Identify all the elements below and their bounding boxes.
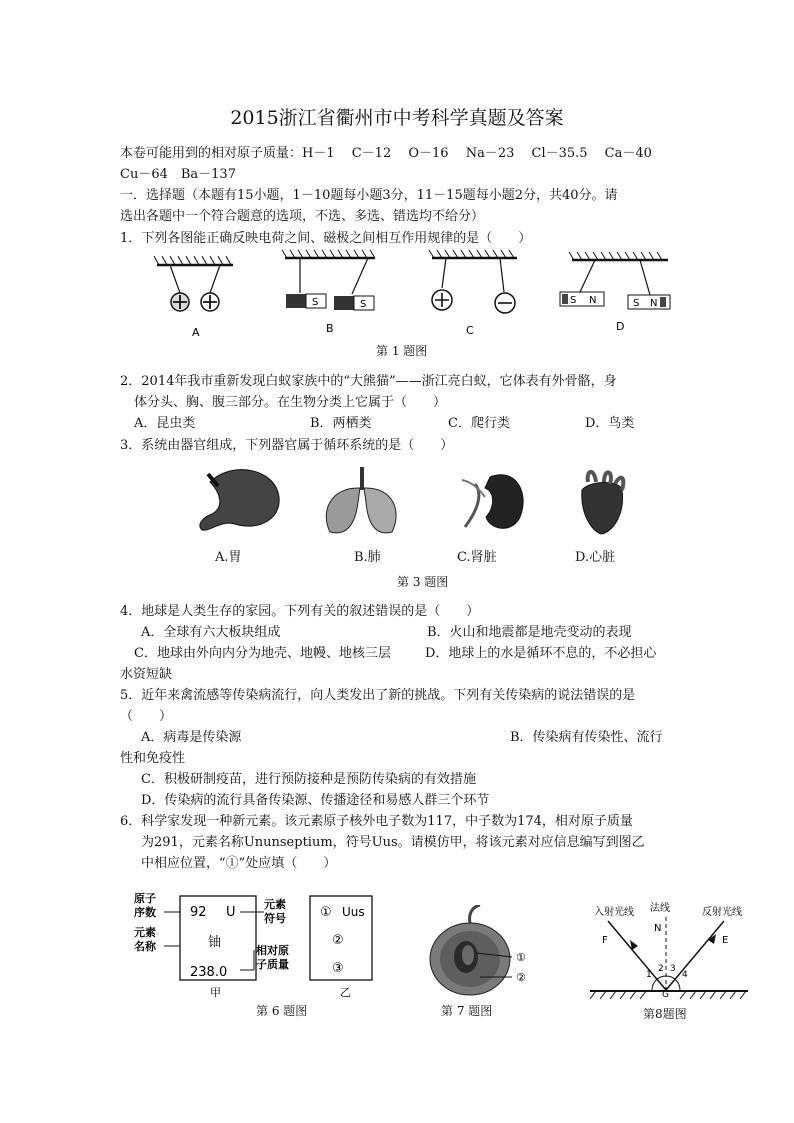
figure-3-caption: 第 3 题图 <box>397 575 449 589</box>
svg-text:子质量: 子质量 <box>256 958 289 971</box>
svg-text:②: ② <box>516 971 526 984</box>
question-3-figure <box>190 462 630 542</box>
svg-text:S: S <box>312 297 319 308</box>
question-5-line-1: 5．近年来禽流感等传染病流行，向人类发出了新的挑战。下列有关传染病的说法错误的是 <box>120 688 636 703</box>
atomic-mass-line-1: 本卷可能用到的相对原子质量：H－1 C－12 O－16 Na－23 Cl－35.5 Ca－40 <box>120 146 652 161</box>
section-instructions-2: 选出各题中一个符合题意的选项，不选、多选、错选均不给分） <box>120 209 485 224</box>
svg-text:4: 4 <box>682 970 688 980</box>
question-6-line-2: 为291，元素名称Ununseptium，符号Uus。请模仿甲，将该元素对应信息编写到图乙 <box>141 835 645 850</box>
svg-text:入射光线: 入射光线 <box>594 907 634 918</box>
svg-text:N: N <box>589 295 597 306</box>
svg-text:名称: 名称 <box>134 940 156 953</box>
svg-text:E: E <box>722 935 729 946</box>
svg-text:238.0: 238.0 <box>190 965 228 980</box>
question-2-option-c: C．爬行类 <box>448 416 510 431</box>
figure-1d <box>560 252 670 309</box>
question-4-option-a: A．全球有六大板块组成 <box>141 625 281 640</box>
figure-1b <box>282 250 375 310</box>
question-1-figure <box>140 248 680 343</box>
svg-text:元素: 元素 <box>134 926 156 939</box>
svg-text:Uus: Uus <box>342 905 365 919</box>
question-3-option-d: D.心脏 <box>575 550 616 565</box>
question-4-text: 4．地球是人类生存的家园。下列有关的叙述错误的是（ ） <box>120 604 480 619</box>
svg-text:反射光线: 反射光线 <box>702 907 742 918</box>
svg-text:元素: 元素 <box>264 898 286 911</box>
svg-text:①: ① <box>516 951 526 964</box>
question-5-option-b: B．传染病有传染性、流行 <box>510 730 663 745</box>
question-2-line-2: 体分头、胸、腹三部分。在生物分类上它属于（ ） <box>134 395 447 410</box>
svg-text:②: ② <box>332 933 344 948</box>
svg-text:①: ① <box>320 905 332 920</box>
option-label-a: A <box>192 326 200 339</box>
question-1-text: 1．下列各图能正确反映电荷之间、磁极之间相互作用规律的是（ ） <box>120 231 532 246</box>
heart-image <box>582 472 623 534</box>
option-label-d: D <box>616 320 625 333</box>
question-5-option-c: C．积极研制疫苗，进行预防接种是预防传染病的有效措施 <box>141 772 476 787</box>
svg-text:序数: 序数 <box>134 906 156 919</box>
question-5-option-b-cont: 性和免疫性 <box>120 751 186 766</box>
atomic-mass-line-2: Cu－64 Ba－137 <box>120 167 236 182</box>
page-title: 2015浙江省衢州市中考科学真题及答案 <box>230 107 564 129</box>
figure-7 <box>420 905 530 1000</box>
question-3-option-b: B.肺 <box>354 550 381 565</box>
question-4-option-b: B．火山和地震都是地壳变动的表现 <box>427 625 632 640</box>
svg-text:F: F <box>602 935 608 946</box>
question-5-option-d: D．传染病的流行具备传染源、传播途径和易感人群三个环节 <box>141 793 490 808</box>
svg-text:法线: 法线 <box>650 903 670 914</box>
svg-text:铀: 铀 <box>208 935 222 950</box>
svg-text:S: S <box>570 295 577 306</box>
svg-text:G: G <box>662 990 669 1000</box>
figure-6-caption: 第 6 题图 <box>256 1004 308 1018</box>
svg-text:符号: 符号 <box>264 912 286 925</box>
figure-8 <box>588 895 750 1005</box>
figure-6 <box>128 888 378 1000</box>
question-2-line-1: 2．2014年我市重新发现白蚁家族中的“大熊猫”——浙江亮白蚁，它体表有外骨骼，身 <box>120 374 617 389</box>
svg-text:U: U <box>226 905 236 920</box>
question-2-option-b: B．两栖类 <box>310 416 372 431</box>
svg-text:S: S <box>633 298 640 309</box>
question-3-option-c: C.肾脏 <box>457 550 497 565</box>
question-3-text: 3．系统由器官组成，下列器官属于循环系统的是（ ） <box>120 438 454 453</box>
figure-1a <box>154 256 233 311</box>
option-label-b: B <box>326 322 334 335</box>
figure-1-caption: 第 1 题图 <box>376 344 428 358</box>
svg-text:N: N <box>654 923 662 934</box>
question-2-option-a: A．昆虫类 <box>134 416 196 431</box>
option-label-c: C <box>466 324 474 337</box>
svg-text:乙: 乙 <box>340 986 351 999</box>
figure-8-caption: 第8题图 <box>643 1007 687 1021</box>
svg-text:N: N <box>650 298 658 309</box>
svg-text:2: 2 <box>658 964 664 974</box>
question-5-option-a: A．病毒是传染源 <box>141 730 242 745</box>
svg-text:③: ③ <box>332 961 344 976</box>
question-6-line-3: 中相应位置，“①”处应填（ ） <box>141 856 337 871</box>
question-6-line-1: 6．科学家发现一种新元素。该元素原子核外电子数为117，中子数为174，相对原子质量 <box>120 814 633 829</box>
svg-text:S: S <box>360 299 367 310</box>
svg-text:3: 3 <box>670 964 676 974</box>
question-2-option-d: D．鸟类 <box>585 416 635 431</box>
question-4-option-d: D．地球上的水是循环不息的，不必担心 <box>425 646 657 661</box>
svg-text:相对原: 相对原 <box>256 944 289 957</box>
section-instructions-1: 一．选择题（本题有15小题，1－10题每小题3分，11－15题每小题2分，共40分。请 <box>120 188 618 203</box>
lungs-image <box>326 467 396 533</box>
svg-text:92: 92 <box>190 905 207 920</box>
svg-text:原子: 原子 <box>134 892 156 905</box>
kidney-image <box>462 475 523 529</box>
question-5-line-2: （ ） <box>120 709 173 724</box>
figure-1c <box>429 250 517 313</box>
question-3-option-a: A.胃 <box>215 550 242 565</box>
figure-7-caption: 第 7 题图 <box>441 1004 493 1018</box>
question-4-option-d-cont: 水资短缺 <box>120 667 173 682</box>
svg-text:1: 1 <box>646 970 652 980</box>
question-4-option-c: C．地球由外向内分为地壳、地幔、地核三层 <box>134 646 391 661</box>
svg-text:甲: 甲 <box>210 986 221 999</box>
